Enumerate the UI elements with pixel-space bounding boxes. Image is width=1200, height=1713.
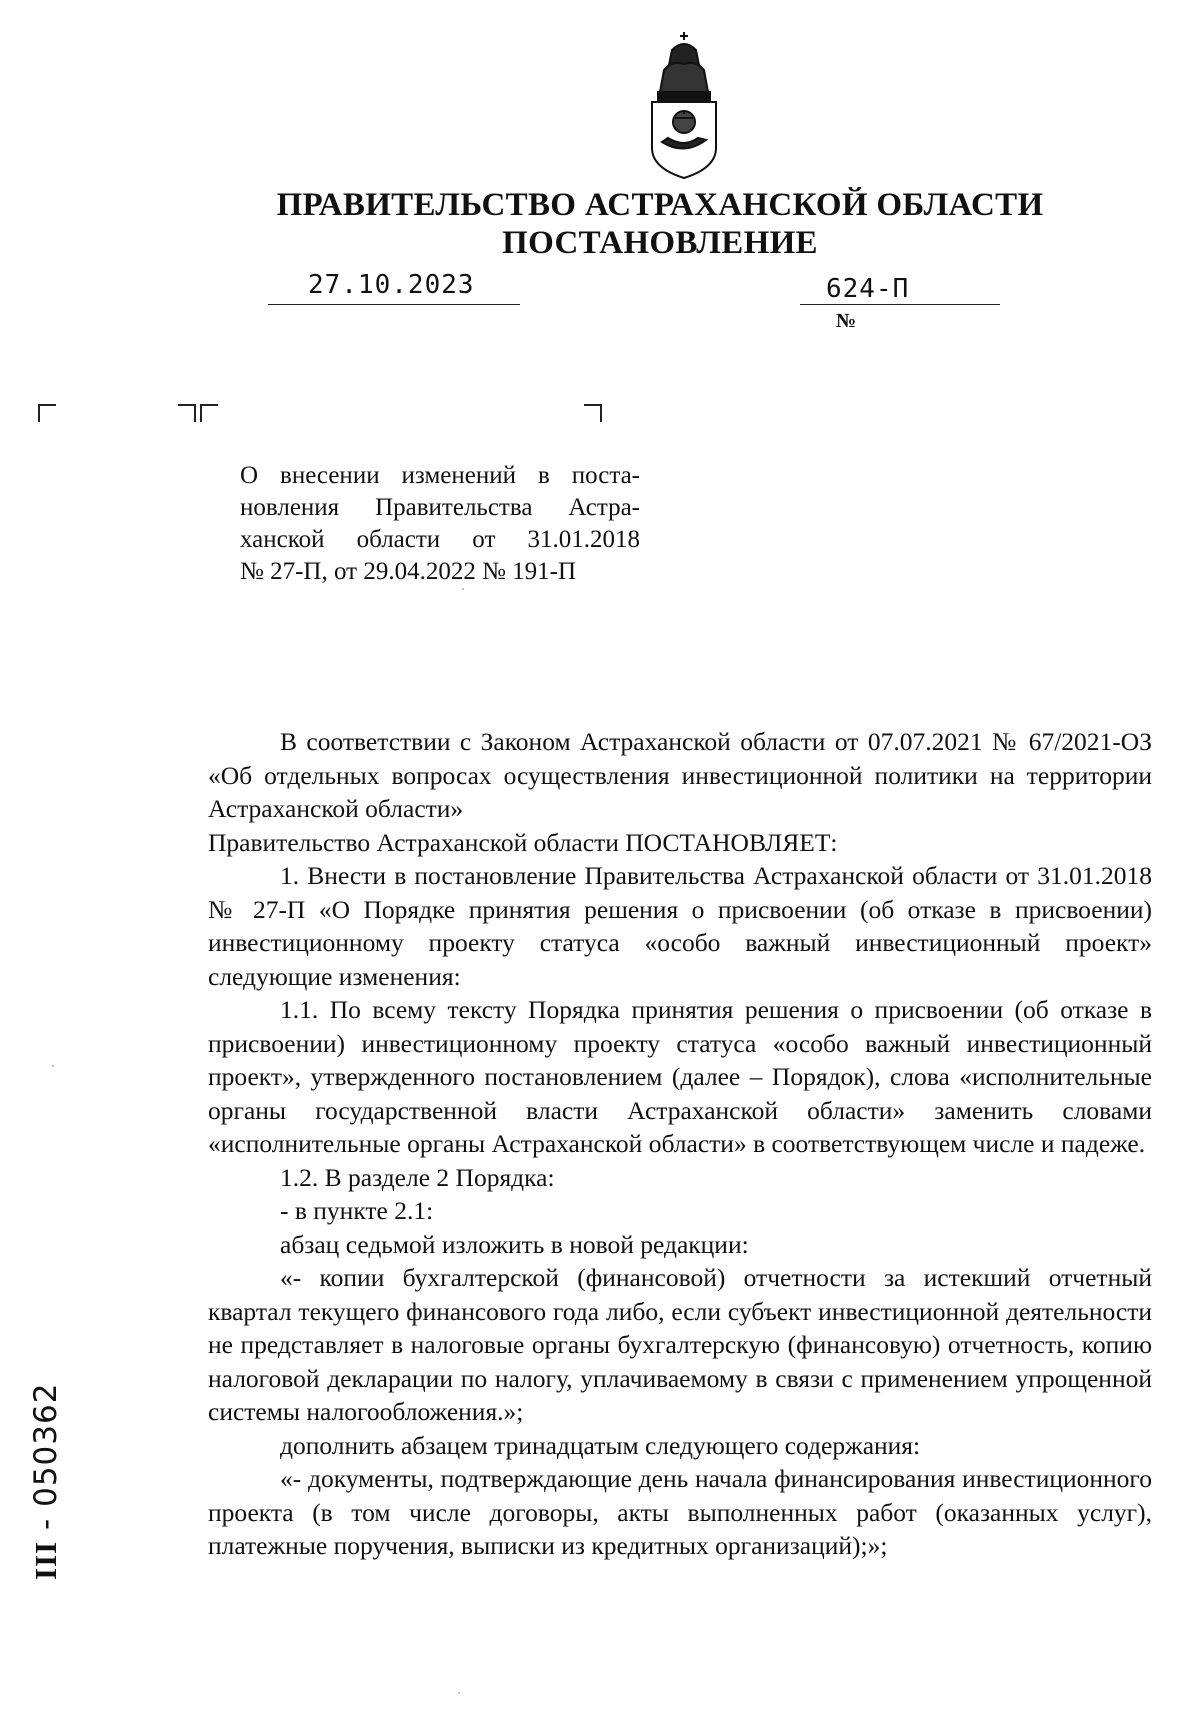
- body-paragraph: «- документы, подтверждающие день начала финансирования инвестиционного проекта (в том числе договоры, акты выполненных работ (оказанных услуг), платежные поручения, выписки из кредитных организаций);»;: [208, 1464, 1152, 1560]
- body-paragraph: 1. Внести в постановление Правительства Астраханской области от 31.01.2018 № 27-П «О Порядке принятия решения о присвоении (об отказе в присвоении) инвестиционному проекту статуса «особо важный инвестиционный проект» следующие изменения:: [208, 861, 1152, 991]
- body-paragraph: абзац седьмой изложить в новой редакции:: [280, 1229, 749, 1259]
- body-paragraph: - в пункте 2.1:: [280, 1196, 434, 1225]
- document-subject: [240, 460, 640, 588]
- body-paragraph: В соответствии с Законом Астраханской области от 07.07.2021 № 67/2021-ОЗ «Об отдельных вопросах осуществления инвестиционной политики на территории Астраханской области»: [208, 727, 1152, 823]
- scan-speck: [52, 1065, 54, 1067]
- corner-mark-left: [38, 404, 56, 422]
- subject-line: О внесении изменений в поста-: [240, 462, 640, 489]
- number-sign: №: [836, 310, 857, 332]
- subject-line: ханской области от 31.01.2018: [240, 526, 640, 553]
- side-serial-stamp: [28, 1383, 64, 1580]
- body-paragraph: дополнить абзацем тринадцатым следующего содержания:: [280, 1430, 921, 1460]
- document-type: ПОСТАНОВЛЕНИЕ: [502, 225, 818, 261]
- coat-of-arms-icon: [642, 30, 726, 180]
- serial-prefix: ІІІ: [28, 1540, 63, 1580]
- body-paragraph: «- копии бухгалтерской (финансовой) отчетности за истекший отчетный квартал текущего финансового года либо, если субъект инвестиционной деятельности не представляет в налоговые органы бухгалтерскую (финансовую) отчетность, копию налоговой декларации по налогу, уплачиваемому в связи с применением упрощенной системы налогообложения.»;: [208, 1263, 1152, 1426]
- number-underline: [800, 304, 1000, 305]
- document-body: [208, 725, 1152, 1563]
- organization-name: ПРАВИТЕЛЬСТВО АСТРАХАНСКОЙ ОБЛАСТИ: [276, 187, 1044, 223]
- document-date: 27.10.2023: [308, 270, 475, 300]
- document-number: 624-П: [826, 274, 910, 304]
- body-paragraph: Правительство Астраханской области ПОСТАНОВЛЯЕТ:: [208, 827, 838, 857]
- scan-speck: [462, 588, 464, 590]
- scan-speck: [458, 1692, 460, 1694]
- body-paragraph: 1.1. По всему тексту Порядка принятия решения о присвоении (об отказе в присвоении) инвестиционному проекту статуса «особо важный инвестиционный проект», утвержденного постановлением (далее – Порядок), слова «исполнительные органы государственной власти Астраханской области» заменить словами «исполнительные органы Астраханской области» в соответствующем числе и падеже.: [208, 995, 1152, 1158]
- subject-line: новления Правительства Астра-: [240, 494, 640, 521]
- corner-mark-subject-open-right: [200, 404, 218, 422]
- subject-line: № 27-П, от 29.04.2022 № 191-П: [240, 558, 577, 585]
- corner-mark-subject-open-left: [178, 404, 196, 422]
- corner-mark-subject-close: [584, 404, 602, 422]
- serial-number: - 050362: [28, 1382, 64, 1541]
- date-underline: [268, 304, 520, 305]
- body-paragraph: 1.2. В разделе 2 Порядка:: [280, 1162, 555, 1192]
